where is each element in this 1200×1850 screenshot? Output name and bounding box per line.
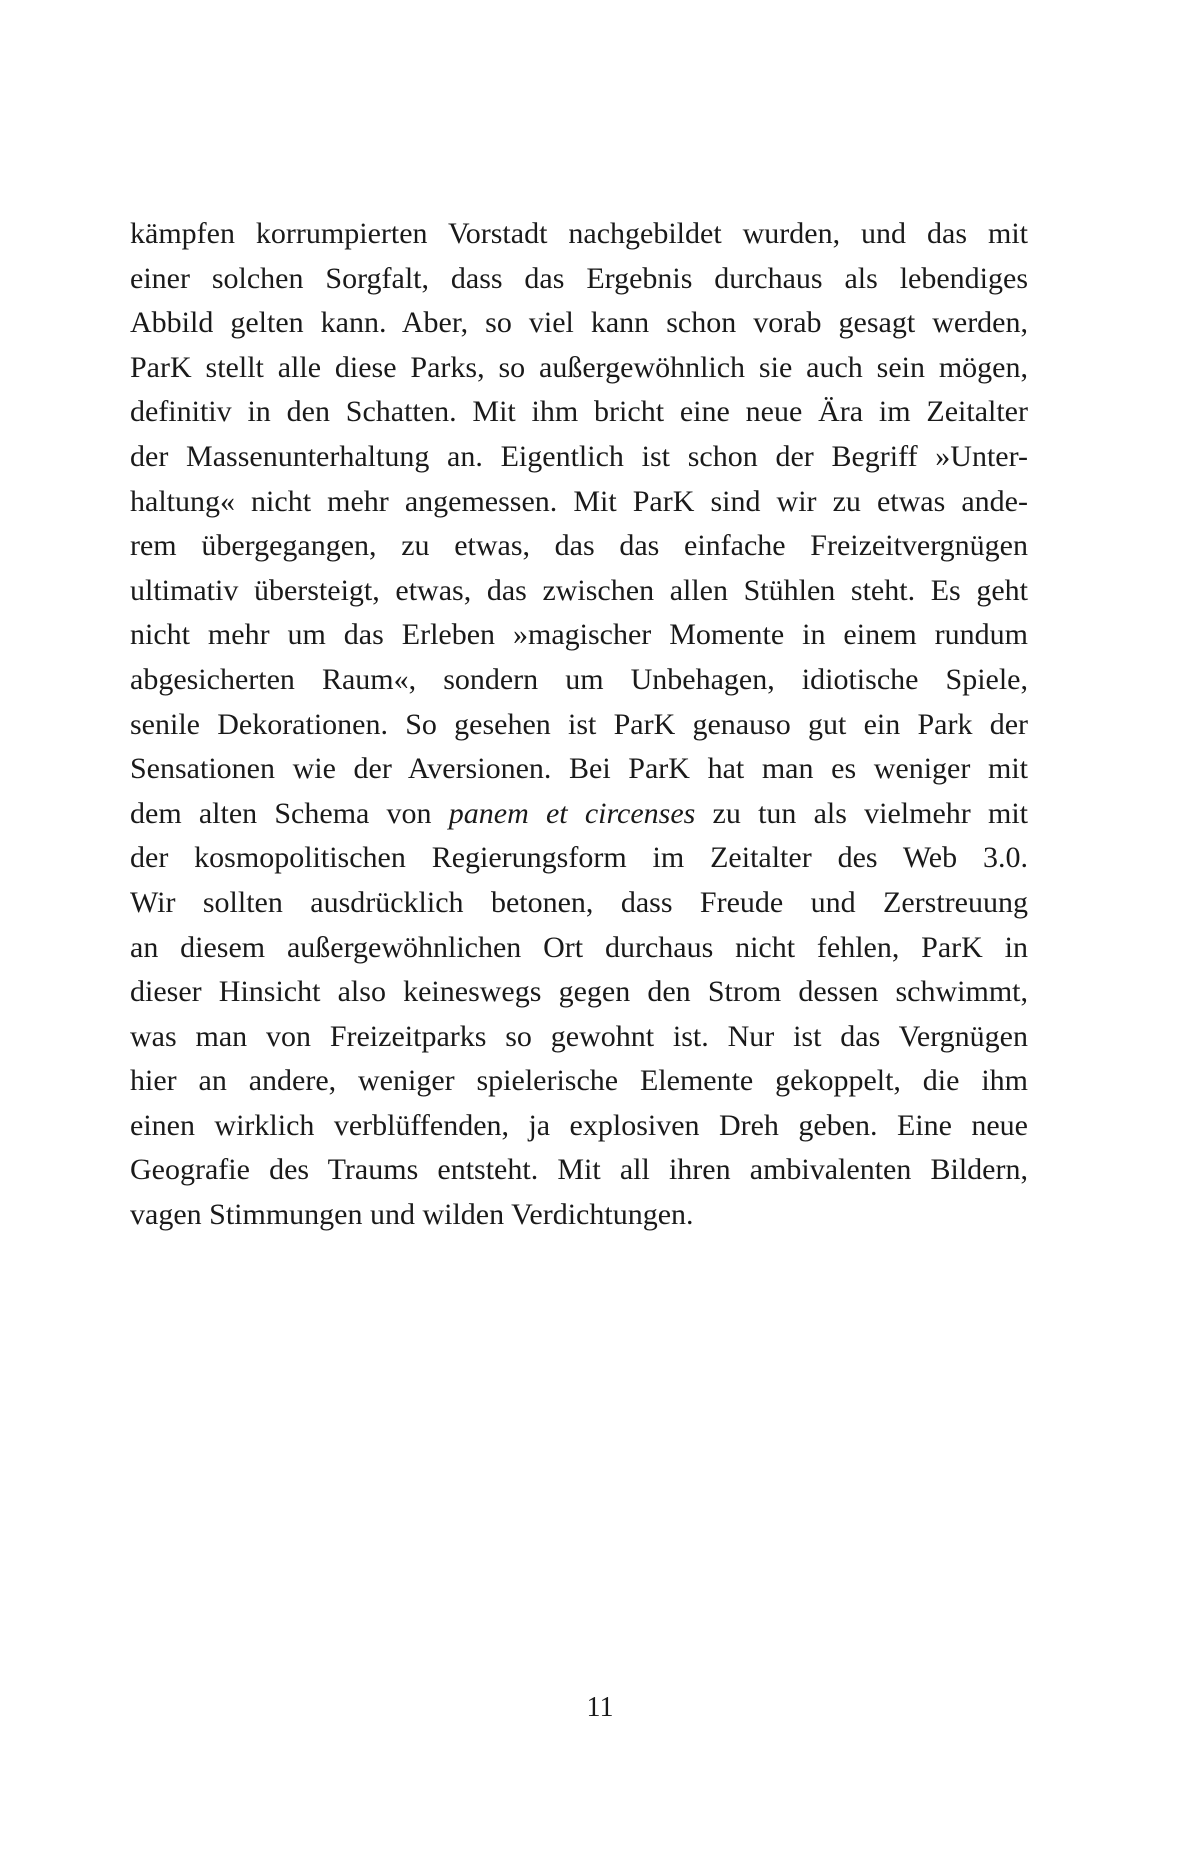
text-line (130, 435, 1028, 480)
page-number: 11 (586, 1692, 614, 1723)
text-segment: einen wirklich verblüffenden, ja explosiven Dreh geben. Eine neue (130, 1108, 1028, 1142)
text-line (130, 212, 1028, 257)
text-segment: vagen Stimmungen und wilden Verdichtungen. (130, 1198, 694, 1232)
text-segment: Wir sollten ausdrücklich betonen, dass Freude und Zerstreuung (130, 885, 1028, 919)
text-line (130, 346, 1028, 391)
text-line (130, 792, 1028, 837)
text-segment: ParK stellt alle diese Parks, so außergewöhnlich sie auch sein mögen, (130, 350, 1028, 384)
text-line (130, 881, 1028, 926)
text-line (130, 257, 1028, 302)
text-line (130, 524, 1028, 569)
text-segment: dem alten Schema von (130, 796, 449, 830)
text-line (130, 926, 1028, 971)
text-segment: abgesicherten Raum«, sondern um Unbehagen, idiotische Spiele, (130, 662, 1028, 696)
text-line (130, 390, 1028, 435)
text-segment: definitiv in den Schatten. Mit ihm bricht eine neue Ära im Zeitalter (130, 395, 1028, 429)
text-segment: was man von Freizeitparks so gewohnt ist. Nur ist das Vergnügen (130, 1019, 1028, 1053)
text-line (130, 703, 1028, 748)
text-segment: der Massenunterhaltung an. Eigentlich ist schon der Begriff »Unter- (130, 439, 1028, 473)
text-segment: einer solchen Sorgfalt, dass das Ergebnis durchaus als lebendiges (130, 261, 1028, 295)
text-segment: zu tun als vielmehr mit (695, 796, 1028, 830)
text-line (130, 1104, 1028, 1149)
text-line (130, 1015, 1028, 1060)
text-segment: rem übergegangen, zu etwas, das das einfache Freizeitvergnügen (130, 529, 1028, 563)
text-line (130, 658, 1028, 703)
italic-phrase: panem et circenses (448, 796, 696, 830)
text-segment: an diesem außergewöhnlichen Ort durchaus nicht fehlen, ParK in (130, 930, 1028, 964)
text-line (130, 569, 1028, 614)
text-segment: ultimativ übersteigt, etwas, das zwischen allen Stühlen steht. Es geht (130, 573, 1028, 607)
text-line (130, 970, 1028, 1015)
text-segment: hier an andere, weniger spielerische Elemente gekoppelt, die ihm (130, 1064, 1028, 1098)
text-line (130, 480, 1028, 525)
text-segment: dieser Hinsicht also keineswegs gegen den Strom dessen schwimmt, (130, 975, 1028, 1009)
text-line (130, 301, 1028, 346)
text-line (130, 1059, 1028, 1104)
text-line (130, 1148, 1028, 1193)
text-line (130, 747, 1028, 792)
text-line (130, 1193, 1028, 1238)
text-segment: nicht mehr um das Erleben »magischer Momente in einem rundum (130, 618, 1028, 652)
text-segment: kämpfen korrumpierten Vorstadt nachgebildet wurden, und das mit (130, 217, 1028, 250)
text-segment: Abbild gelten kann. Aber, so viel kann schon vorab gesagt werden, (130, 306, 1028, 340)
text-segment: senile Dekorationen. So gesehen ist ParK genauso gut ein Park der (130, 707, 1028, 741)
text-line (130, 836, 1028, 881)
text-line (130, 613, 1028, 658)
text-segment: der kosmopolitischen Regierungsform im Zeitalter des Web 3.0. (130, 841, 1028, 875)
body-text (130, 212, 1028, 1238)
text-segment: haltung« nicht mehr angemessen. Mit ParK sind wir zu etwas ande- (130, 484, 1028, 518)
text-segment: Sensationen wie der Aversionen. Bei ParK hat man es weniger mit (130, 752, 1028, 786)
text-segment: Geografie des Traums entsteht. Mit all ihren ambivalenten Bildern, (130, 1153, 1028, 1187)
